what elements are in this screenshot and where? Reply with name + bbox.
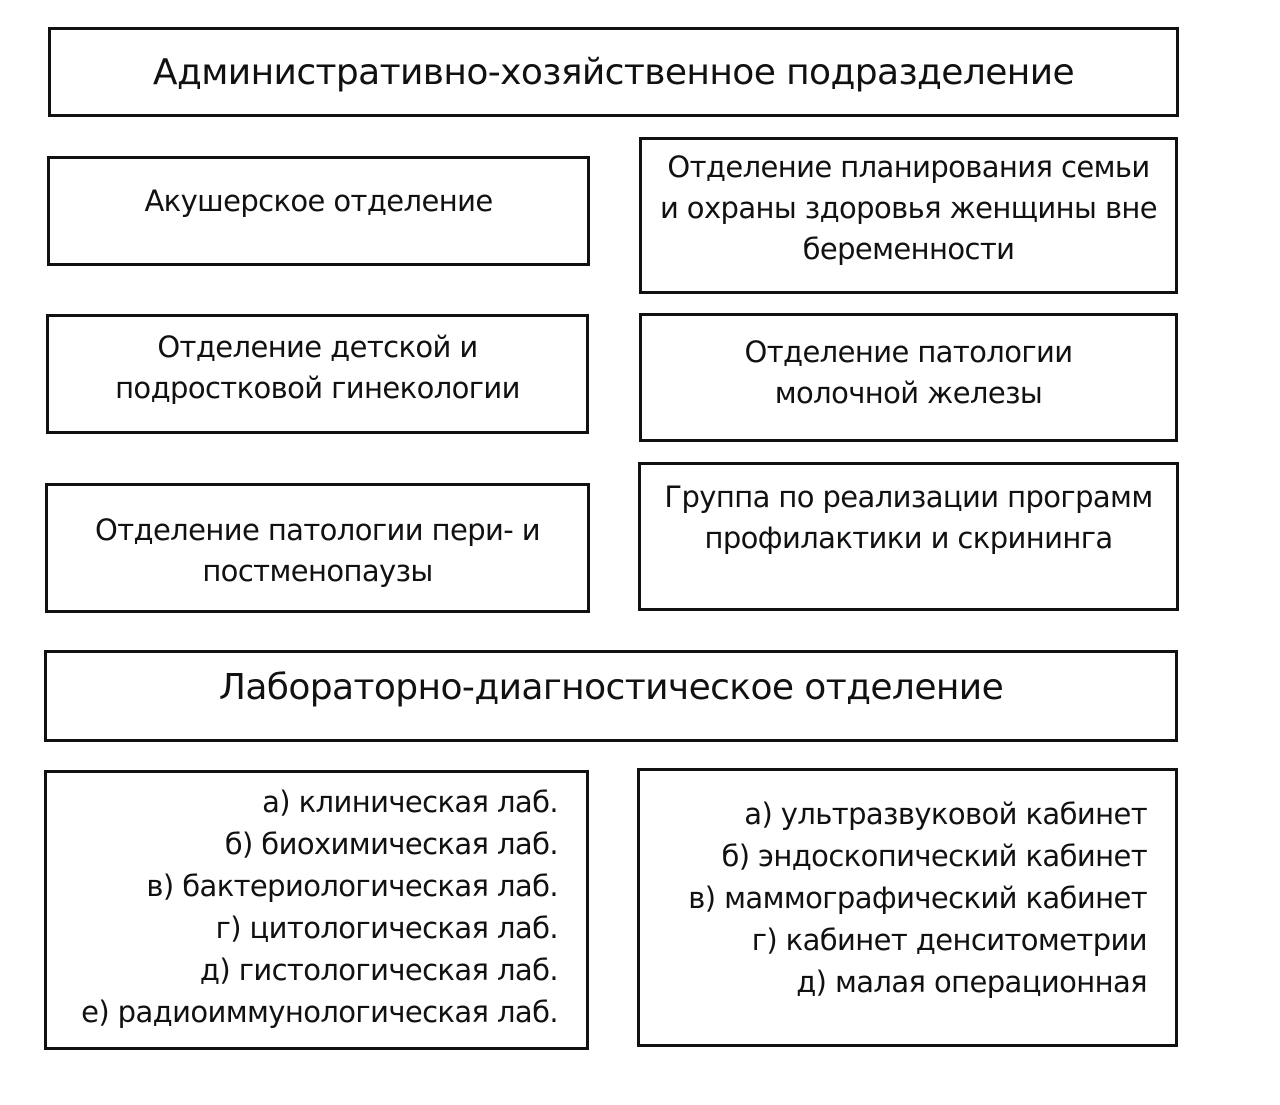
- lab-diagnostic-unit-box: [44, 650, 1178, 742]
- lab-item-biochemical: б) биохимическая лаб.: [224, 827, 558, 861]
- lab-item-radioimmunological: е) радиоиммунологическая лаб.: [81, 995, 558, 1029]
- lab-item-cytological: г) цитологическая лаб.: [215, 911, 558, 945]
- cabinet-item-endoscopic: б) эндоскопический кабинет: [721, 839, 1147, 873]
- pediatric-gynecology-line-2: подростковой гинекологии: [115, 371, 520, 405]
- breast-pathology-line-2: молочной железы: [774, 375, 1043, 410]
- family-planning-department-box: [639, 137, 1178, 294]
- screening-group-line-1: Группа по реализации программ: [664, 480, 1153, 514]
- family-planning-line-3: беременности: [802, 232, 1015, 266]
- cabinet-item-minor-operating-room: д) малая операционная: [796, 965, 1147, 999]
- cabinets-box: [637, 768, 1178, 1047]
- pediatric-gynecology-line-1: Отделение детской и: [157, 330, 478, 364]
- breast-pathology-line-1: Отделение патологии: [744, 334, 1073, 369]
- family-planning-line-1: Отделение планирования семьи: [667, 150, 1150, 184]
- admin-unit-label: Административно-хозяйственное подразделение: [152, 51, 1075, 93]
- cabinet-item-densitometry: г) кабинет денситометрии: [751, 923, 1147, 957]
- menopause-pathology-department-box: [45, 483, 590, 613]
- menopause-pathology-line-2: постменопаузы: [202, 554, 433, 588]
- lab-item-clinical: а) клиническая лаб.: [262, 785, 558, 819]
- cabinet-item-mammography: в) маммографический кабинет: [688, 881, 1147, 915]
- obstetric-department-line-1: Акушерское отделение: [144, 183, 493, 218]
- lab-item-bacteriological: в) бактериологическая лаб.: [146, 869, 558, 903]
- lab-item-histological: д) гистологическая лаб.: [199, 953, 558, 987]
- breast-pathology-department-box: [639, 313, 1178, 442]
- pediatric-gynecology-department-box: [46, 314, 589, 434]
- lab-diagnostic-unit-label: Лабораторно-диагностическое отделение: [218, 666, 1004, 708]
- family-planning-line-2: и охраны здоровья женщины вне: [659, 191, 1158, 225]
- laboratories-box: [44, 770, 589, 1050]
- screening-group-line-2: профилактики и скрининга: [704, 521, 1113, 555]
- screening-group-box: [638, 462, 1179, 611]
- admin-unit-box: [48, 27, 1179, 117]
- menopause-pathology-line-1: Отделение патологии пери- и: [94, 513, 541, 547]
- obstetric-department-box: [47, 156, 590, 266]
- cabinet-item-ultrasound: а) ультразвуковой кабинет: [744, 797, 1147, 831]
